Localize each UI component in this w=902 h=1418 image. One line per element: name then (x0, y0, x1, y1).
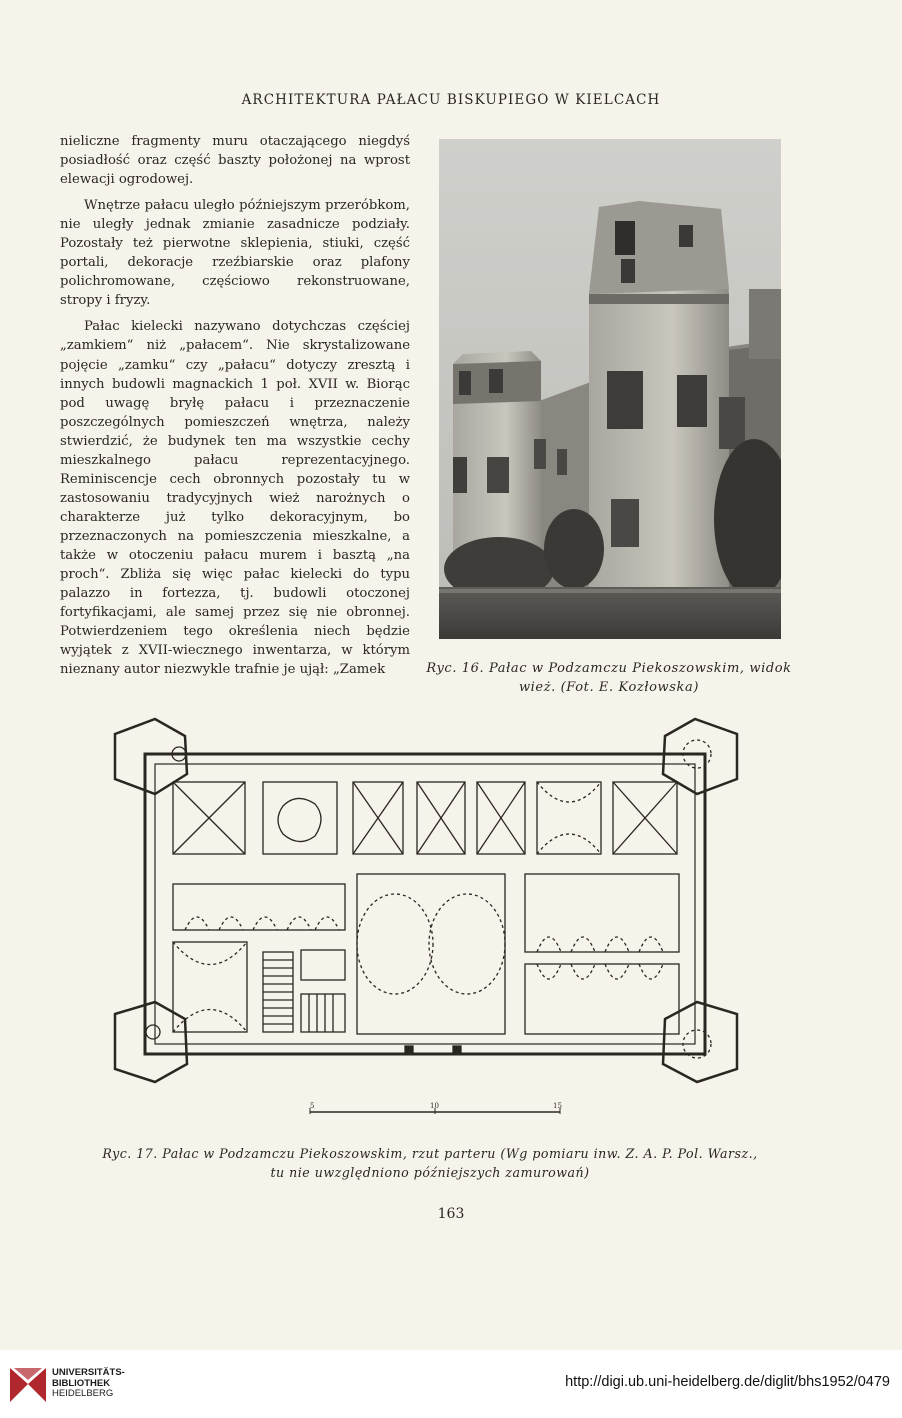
permalink-url[interactable]: http://digi.ub.uni-heidelberg.de/diglit/bhs1952/0479 (565, 1374, 890, 1390)
library-name-line-3: HEIDELBERG (52, 1388, 114, 1399)
library-name-line-1: UNIVERSITÄTS- (52, 1367, 125, 1378)
body-text-column (60, 132, 410, 679)
university-library-logo-icon (8, 1364, 48, 1406)
page-number: 163 (437, 1206, 465, 1222)
running-title: ARCHITEKTURA PAŁACU BISKUPIEGO W KIELCACH (241, 92, 661, 108)
paragraph-1: nieliczne fragmenty muru otaczającego niegdyś posiadłość oraz część baszty położonej na wprost elewacji ogrodowej. (60, 134, 410, 188)
library-name (52, 1368, 125, 1400)
scale-label-middle: 10 (430, 1102, 439, 1110)
ground-floor-plan (105, 714, 751, 1124)
palace-towers-photo (439, 139, 781, 639)
figure-17-caption: Ryc. 17. Pałac w Podzamczu Piekoszowskim, rzut parteru (Wg pomiaru inw. Z. A. P. Pol. Warsz., tu nie uwzględniono późniejszych zamurowań) (102, 1146, 758, 1180)
paragraph-3: Pałac kielecki nazywano dotychczas częściej „zamkiem“ niż „pałacem“. Nie skrystalizowane pojęcie „zamku“ czy „pałacu“ dotyczy zresztą i innych budowli magnackich 1 poł. XVII w. Biorąc pod uwagę bryłę pałacu i przeznaczenie poszczególnych pomieszczeń wnętrza, należy stwierdzić, że budynek ten ma wszystkie cechy mieszkalnego pałacu reprezentacyjnego. Reminiscencje cech obronnych pozostały tu w zastosowaniu tradycyjnych wież narożnych o charakterze już tylko dekoracyjnym, bo przeznaczonych na pomieszczenia mieszkalne, a także w otoczeniu pałacu murem i basztą „na proch“. Zbliża się więc pałac kielecki do typu palazzo in fortezza, tj. budowli otoczonej fortyfikacjami, ale samej przez się nie obronnej. Potwierdzeniem tego określenia niech będzie wyjątek z XVII-wiecznego inwentarza, w którym nieznany autor niezwykle trafnie je ujął: „Zamek (60, 319, 410, 678)
scale-label-start: 5 (310, 1102, 315, 1110)
paragraph-2: Wnętrze pałacu uległo późniejszym przeróbkom, nie uległy jednak zmianie zasadnicze podziały. Pozostały też pierwotne sklepienia, stiuki, część portali, dekoracje rzeźbiarskie oraz plafony polichromowane, częściowo rekonstruowane, stropy i fryzy. (60, 198, 410, 309)
digitization-footer (0, 1350, 902, 1418)
library-name-line-2: BIBLIOTHEK (52, 1377, 111, 1389)
figure-16-caption: Ryc. 16. Pałac w Podzamczu Piekoszowskim, widok wież. (Fot. E. Kozłowska) (426, 661, 792, 695)
scale-label-end: 15 (553, 1102, 562, 1110)
